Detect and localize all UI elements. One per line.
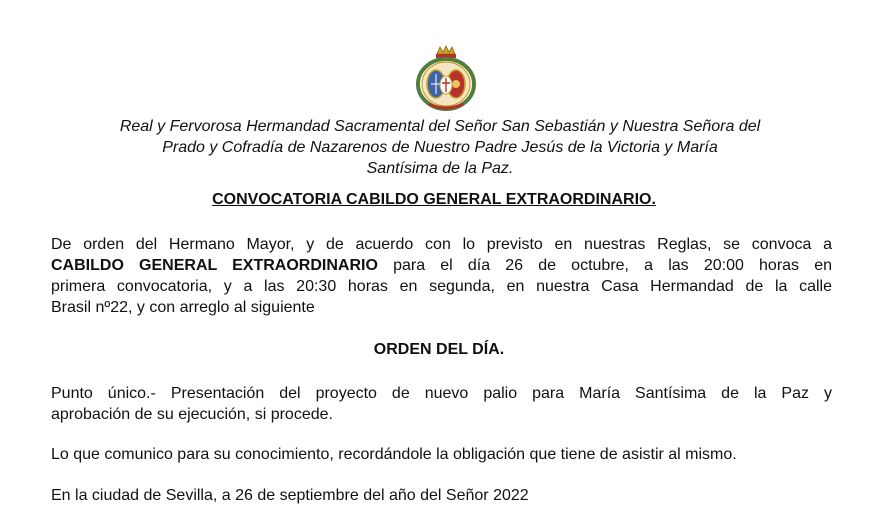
intro-line: primera convocatoria, y a las 20:30 horas en segunda, en nuestra Casa Hermandad de la calle (51, 278, 832, 295)
agenda-title: ORDEN DEL DÍA. (373, 341, 505, 358)
closing-line: Lo que comunico para su conocimiento, recordándole la obligación que tiene de asistir al mismo. (51, 446, 737, 463)
intro-line (51, 255, 832, 276)
brotherhood-name-line: Santísima de la Paz. (366, 160, 514, 177)
agenda-item (51, 383, 832, 425)
intro-line: De orden del Hermano Mayor, y de acuerdo con lo previsto en nuestras Reglas, se convoca a (51, 236, 832, 253)
intro-line: Brasil nº22, y con arreglo al siguiente (51, 299, 315, 316)
brotherhood-name-line: Prado y Cofradía de Nazarenos de Nuestro Padre Jesús de la Victoria y María (162, 139, 718, 156)
intro-paragraph (51, 234, 832, 318)
intro-text: para el día 26 de octubre, a las 20:00 horas en (377, 257, 832, 274)
agenda-line: aprobación de su ejecución, si procede. (51, 406, 333, 423)
closing-paragraph (51, 444, 832, 465)
agenda-line: Punto único.- Presentación del proyecto de nuevo palio para María Santísima de la Paz y (51, 385, 832, 402)
place-date (51, 485, 832, 506)
place-date-line: En la ciudad de Sevilla, a 26 de septiembre del año del Señor 2022 (51, 487, 529, 504)
brotherhood-crest-icon (415, 44, 477, 112)
document-title: CONVOCATORIA CABILDO GENERAL EXTRAORDINARIO. (212, 191, 656, 208)
intro-bold-text: CABILDO GENERAL EXTRAORDINARIO (51, 257, 378, 274)
brotherhood-name (60, 116, 820, 179)
brotherhood-name-line: Real y Fervorosa Hermandad Sacramental del Señor San Sebastián y Nuestra Señora del (119, 118, 761, 135)
